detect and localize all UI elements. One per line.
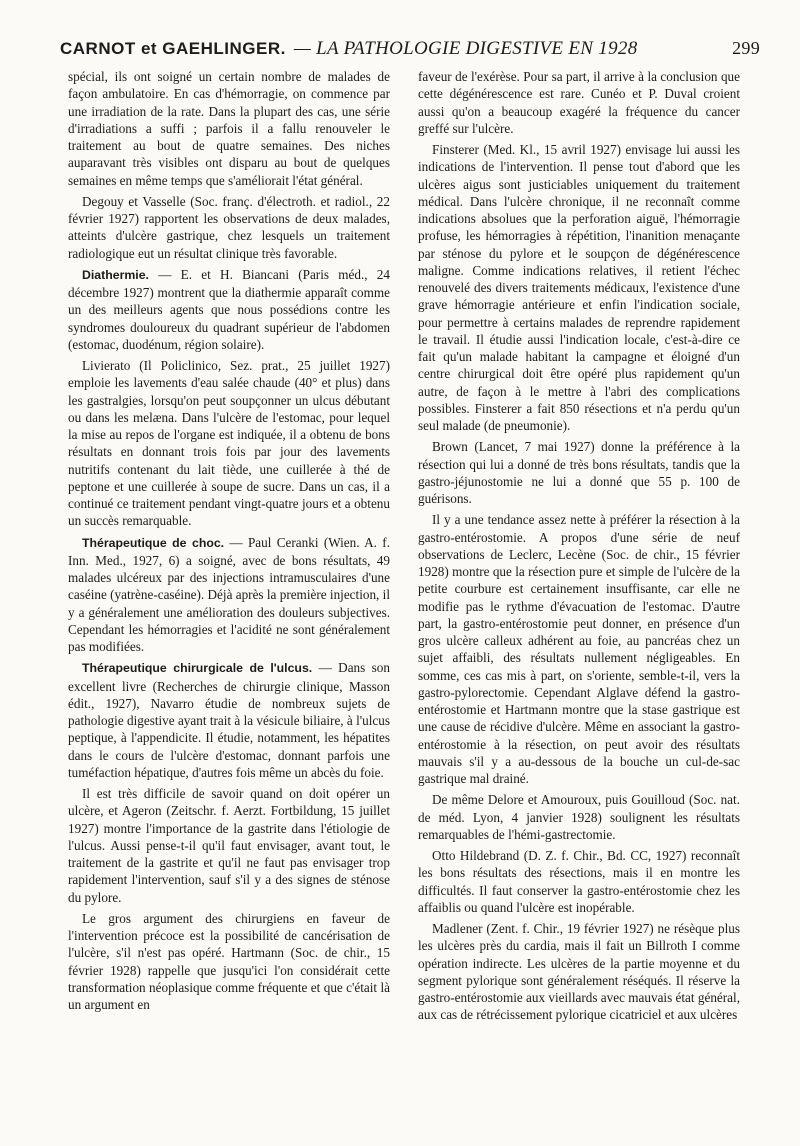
paragraph: Le gros argument des chirurgiens en faveur de l'intervention précoce est la possibilité de cancérisation de l'ulcère, s'il n'est pas opéré. Hartmann (Soc. de chir., 15 février 1928) rappelle que jusqu'ici l'on considérait cette transformation néoplasique comme fréquente et que c'était là un argument en: [68, 910, 390, 1012]
running-head-authors: CARNOT et GAEHLINGER.: [60, 39, 286, 58]
running-head: [60, 38, 760, 60]
paragraph: Otto Hildebrand (D. Z. f. Chir., Bd. CC, 1927) reconnaît les bons résultats des résections, mais il en montre les difficultés. Il faut conserver la gastro-entérostomie chez les affaiblis ou quand l'ulcère est inopérable.: [418, 848, 740, 915]
right-column: [418, 68, 740, 1028]
paragraph: Livierato (Il Policlinico, Sez. prat., 25 juillet 1927) emploie les lavements d'eau salée chaude (40° et plus) dans les gastralgies, lorsqu'on peut soupçonner un ulcus débutant ou dans les melæna. Dans l'ulcère de l'estomac, pour lequel la mise au repos de l'organe est indiquée, il a obtenu de bons résultats en donnant trois fois par jour des lavements nutritifs contenant du lait tiède, une cuillerée à thé de peptone et une cuillerée à soupe de sucre. Dans un cas, il a continué ce traitement pendant vingt-quatre jours et a obtenu un succès remarquable.: [68, 358, 390, 529]
paragraph: Degouy et Vasselle (Soc. franç. d'électroth. et radiol., 22 février 1927) rapportent les observations de deux malades, atteints d'ulcère gastrique, chez lesquels un traitement radiologique eut un résultat clinique très favorable.: [68, 193, 390, 261]
paragraph: [68, 534, 390, 656]
paragraph: Finsterer (Med. Kl., 15 avril 1927) envisage lui aussi les indications de l'intervention. Il pense tout d'abord que les ulcères aigus sont justiciables uniquement du traitement médical. Dans l'ulcère chronique, il ne reconnaît comme indications absolues que la perforation aiguë, l'hémorragie profuse, les hémorragies à répétition, l'inanition menaçante par sténose du pylore et le soupçon de dégénérescence maligne. Comme indications relatives, il retient l'échec renouvelé des divers traitements médicaux, l'existence d'une grave hémorragie antérieure et enfin l'indication sociale, pour permettre à certains malades de reprendre rapidement le travail. Il étudie aussi l'indication locale, c'est-à-dire ce fait qu'un malade habitant la campagne et éloigné d'un centre chirurgical doit être opéré plus rapidement qu'un autre, de façon à le mettre à l'abri des complications possibles. Finsterer a fait 850 résections et n'a perdu qu'un seul malade (de pneumonie).: [418, 142, 740, 433]
paragraph: [68, 659, 390, 781]
paragraph: [68, 266, 390, 353]
paragraph-text: — E. et H. Biancani (Paris méd., 24 décembre 1927) montrent que la diathermie apparaît comme un des meilleurs agents que nous possédions contre les syndromes douloureux du quadrant supérieur de l'abdomen (estomac, duodénum, région solaire).: [68, 266, 390, 352]
paragraph: Il y a une tendance assez nette à préférer la résection à la gastro-entérostomie. A propos d'une série de neuf observations de Leclerc, Lecène (Soc. de chir., 15 février 1928) montre que la résection pure et simple de l'ulcère de la petite courbure est certainement insuffisante, car elle ne modifie pas le rythme d'évacuation de l'estomac. D'autre part, la gastro-entérostomie peut donner, en présence d'un gros ulcère calleux adhérent au foie, au pancréas chez un sujet affaibli, des résultats nullement négligeables. En somme, ces cas mis à part, on s'oriente, semble-t-il, vers la gastro-pylorectomie. Cependant Alglave défend la gastro-entérostomie et Hartmann montre que la stase gastrique est une cause de récidive d'ulcère. Même en associant la gastro-entérostomie à la résection, on peut avoir des résultats mauvais s'il y a au-dessous de la bouche un cul-de-sac gastrique mal drainé.: [418, 512, 740, 786]
running-head-title: [294, 38, 732, 60]
paragraph: faveur de l'exérèse. Pour sa part, il arrive à la conclusion que cette dégénérescence est rare. Cunéo et P. Duval croient aussi qu'on a beaucoup exagéré la fréquence du cancer greffé sur l'ulcère.: [418, 69, 740, 136]
page-number: 299: [732, 38, 760, 58]
paragraph-text: — Paul Ceranki (Wien. A. f. Inn. Med., 1927, 6) a soigné, avec de bons résultats, 49 malades ulcéreux par des injections intramusculaires d'une caséine (yatrène-caséine). Déjà après la première injection, il y a généralement une amélioration des douleurs subjectives. Cependant les hémorragies et l'acidité ne sont généralement pas modifiées.: [68, 534, 390, 654]
paragraph: Il est très difficile de savoir quand on doit opérer un ulcère, et Ageron (Zeitschr. f. Aerzt. Fortbildung, 15 juillet 1927) montre l'importance de la gastrite dans l'étiologie de l'ulcus. Aussi pense-t-il qu'il faut envisager, avant tout, le traitement de la gastrite et qu'il ne faut pas envisager trop rapidement l'intervention, sauf s'il y a des signes de sténose du pylore.: [68, 786, 390, 905]
left-column: [68, 68, 390, 1017]
paragraph: Brown (Lancet, 7 mai 1927) donne la préférence à la résection qui lui a donné de très bons résultats, tandis que la gastro-jéjunostomie ne lui a donné que 55 p. 100 de guérisons.: [418, 439, 740, 506]
section-heading-diathermie: Diathermie.: [82, 267, 149, 282]
paragraph: Madlener (Zent. f. Chir., 19 février 1927) ne résèque plus les ulcères près du cardia, mais il fait un Billroth I comme opération indirecte. Les ulcères de la partie moyenne et du segment pylorique sont généralement réséqués. Il réserve la gastro-entérostomie aux vieillards avec mauvais état général, aux cas de rétrécissement pylorique cicatriciel et aux ulcères: [418, 921, 740, 1023]
paragraph: De même Delore et Amouroux, puis Gouilloud (Soc. nat. de méd. Lyon, 4 janvier 1928) soulignent les résultats remarquables de l'hémi-gastrectomie.: [418, 792, 740, 842]
section-heading-therapeutique-chirurgicale: Thérapeutique chirurgicale de l'ulcus.: [82, 661, 313, 676]
paragraph: spécial, ils ont soigné un certain nombre de malades de façon ambulatoire. En cas d'hémorragie, on commence par une irradiation de la rate. Dans la plupart des cas, une série d'irradiations a suffi ; parfois il a fallu renouveler le traitement au bout de quatre semaines. Des niches auparavant très visibles ont disparu au bout de quelques semaines en même temps que s'améliorait l'état général.: [68, 69, 390, 188]
section-heading-therapeutique-choc: Thérapeutique de choc.: [82, 535, 225, 550]
running-head-dash: —: [293, 38, 312, 59]
paragraph-text: — Dans son excellent livre (Recherches de chirurgie clinique, Masson édit., 1927), Navarro étudie de nombreux sujets de pathologie digestive ayant trait à la vésicule biliaire, à l'ulcus peptique, à l'appendicite. Il étudie, notamment, les hépatites dans le cours de l'ulcère d'estomac, donnant parfois une tuméfaction hépatique, d'autres fois même un abcès du foie.: [68, 660, 390, 780]
running-head-title-text: LA PATHOLOGIE DIGESTIVE EN 1928: [316, 38, 638, 59]
